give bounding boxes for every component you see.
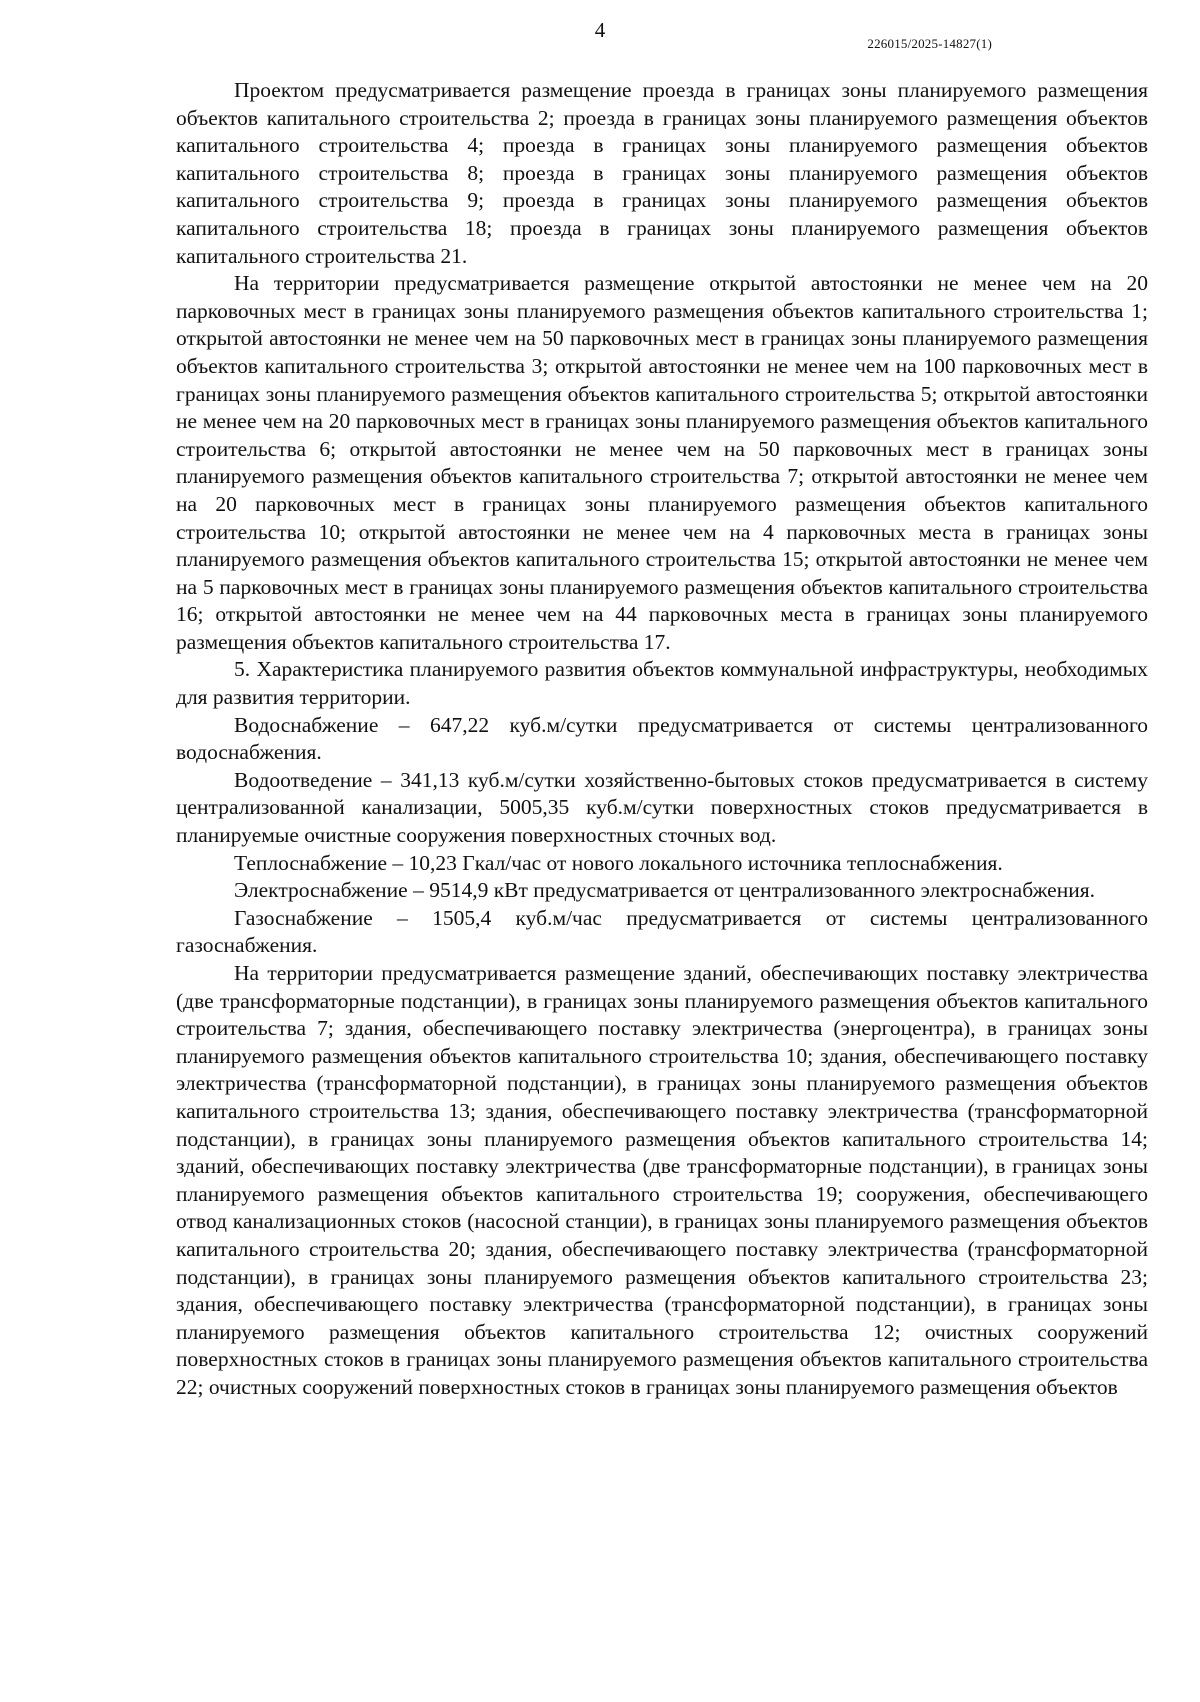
- page-number: 4: [594, 18, 606, 42]
- paragraph-heat-supply: Теплоснабжение – 10,23 Гкал/час от нового локального источника теплоснабжения.: [234, 850, 1003, 875]
- paragraph-utility-buildings: На территории предусматривается размещение зданий, обеспечивающих поставку электричества (две трансформаторные подстанции), в границах зоны планируемого размещения объектов капитального строительства 7; здания, обеспечивающего поставку электричества (энергоцентра), в границах зоны планируемого размещения объектов капитального строительства 10; здания, обеспечивающего поставку электричества (трансформаторной подстанции), в границах зоны планируемого размещения объектов капитального строительства 13; здания, обеспечивающего поставку электричества (трансформаторной подстанции), в границах зоны планируемого размещения объектов капитального строительства 14; зданий, обеспечивающих поставку электричества (две трансформаторные подстанции), в границах зоны планируемого размещения объектов капитального строительства 19; сооружения, обеспечивающего отвод канализационных стоков (насосной станции), в границах зоны планируемого размещения объектов капитального строительства 20; здания, обеспечивающего поставку электричества (трансформаторной подстанции), в границах зоны планируемого размещения объектов капитального строительства 23; здания, обеспечивающего поставку электричества (трансформаторной подстанции), в границах зоны планируемого размещения объектов капитального строительства 12; очистных сооружений поверхностных стоков в границах зоны планируемого размещения объектов капитального строительства 22; очистных сооружений поверхностных стоков в границах зоны планируемого размещения объектов: [176, 961, 1148, 1399]
- paragraph-driveways: Проектом предусматривается размещение проезда в границах зоны планируемого размещения объектов капитального строительства 2; проезда в границах зоны планируемого размещения объектов капитального строительства 4; проезда в границах зоны планируемого размещения объектов капитального строительства 8; проезда в границах зоны планируемого размещения объектов капитального строительства 9; проезда в границах зоны планируемого размещения объектов капитального строительства 18; проезда в границах зоны планируемого размещения объектов капитального строительства 21.: [176, 78, 1148, 268]
- paragraph-power-supply: Электроснабжение – 9514,9 кВт предусматривается от централизованного электроснабжения.: [234, 878, 1095, 903]
- paragraph-sewerage: Водоотведение – 341,13 куб.м/сутки хозяйственно-бытовых стоков предусматривается в систему централизованной канализации, 5005,35 куб.м/сутки поверхностных стоков предусматривается в планируемые очистные сооружения поверхностных сточных вод.: [176, 767, 1148, 848]
- document-body: [176, 77, 1148, 1402]
- paragraph-parking: На территории предусматривается размещение открытой автостоянки не менее чем на 20 парковочных мест в границах зоны планируемого размещения объектов капитального строительства 1; открытой автостоянки не менее чем на 50 парковочных мест в границах зоны планируемого размещения объектов капитального строительства 3; открытой автостоянки не менее чем на 100 парковочных мест в границах зоны планируемого размещения объектов капитального строительства 5; открытой автостоянки не менее чем на 20 парковочных мест в границах зоны планируемого размещения объектов капитального строительства 6; открытой автостоянки не менее чем на 50 парковочных мест в границах зоны планируемого размещения объектов капитального строительства 7; открытой автостоянки не менее чем на 20 парковочных мест в границах зоны планируемого размещения объектов капитального строительства 10; открытой автостоянки не менее чем на 4 парковочных места в границах зоны планируемого размещения объектов капитального строительства 15; открытой автостоянки не менее чем на 5 парковочных мест в границах зоны планируемого размещения объектов капитального строительства 16; открытой автостоянки не менее чем на 44 парковочных места в границах зоны планируемого размещения объектов капитального строительства 17.: [176, 271, 1148, 654]
- paragraph-water-supply: Водоснабжение – 647,22 куб.м/сутки предусматривается от системы централизованного водоснабжения.: [176, 712, 1148, 765]
- document-id: 226015/2025-14827(1): [867, 36, 992, 51]
- section-heading-utilities: 5. Характеристика планируемого развития объектов коммунальной инфраструктуры, необходимых для развития территории.: [176, 657, 1148, 710]
- paragraph-gas-supply: Газоснабжение – 1505,4 куб.м/час предусматривается от системы централизованного газоснабжения.: [176, 905, 1148, 958]
